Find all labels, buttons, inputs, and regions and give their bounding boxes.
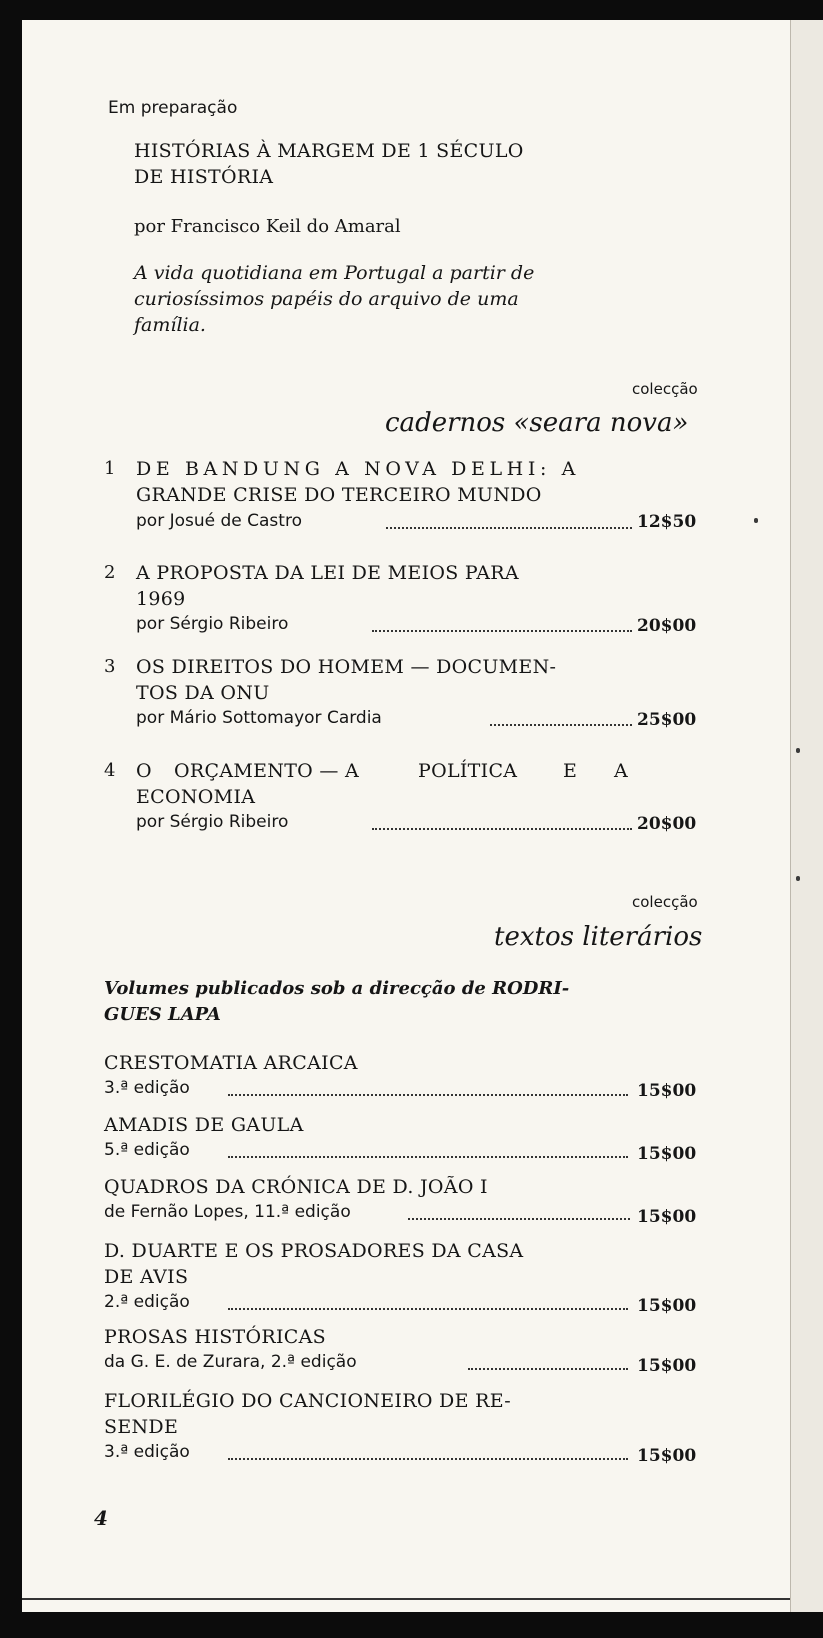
section-label: Em preparação: [108, 98, 238, 118]
item-title: DE BANDUNG A NOVA DELHI: A: [136, 458, 580, 480]
item-number: 2: [104, 562, 116, 583]
page-number: 4: [94, 1506, 108, 1530]
item-number: 4: [104, 760, 116, 781]
book-title: QUADROS DA CRÓNICA DE D. JOÃO I: [104, 1176, 488, 1198]
book-price: 15$00: [637, 1296, 697, 1316]
series-kicker: colecção: [632, 893, 698, 911]
leader-dots: [386, 527, 632, 529]
book-title: PROSAS HISTÓRICAS: [104, 1326, 326, 1348]
leader-dots: [228, 1308, 628, 1310]
series-title: cadernos «seara nova»: [385, 408, 689, 438]
item-price: 20$00: [637, 814, 697, 834]
item-author: por Josué de Castro: [136, 511, 302, 531]
print-speck: [796, 748, 800, 753]
item-price: 25$00: [637, 710, 697, 730]
item-title: OS DIREITOS DO HOMEM — DOCUMEN-: [136, 656, 557, 678]
book-detail: 5.ª edição: [104, 1140, 190, 1160]
book-price: 15$00: [637, 1446, 697, 1466]
item-number: 1: [104, 458, 116, 479]
leader-dots: [228, 1458, 628, 1460]
bottom-rule: [22, 1598, 790, 1600]
page-edge: [790, 20, 823, 1612]
item-title: POLÍTICA: [418, 760, 518, 782]
book-title: HISTÓRIAS À MARGEM DE 1 SÉCULO: [134, 140, 524, 162]
book-title: CRESTOMATIA ARCAICA: [104, 1052, 358, 1074]
book-description: curiosíssimos papéis do arquivo de uma: [134, 288, 519, 310]
leader-dots: [408, 1218, 630, 1220]
leader-dots: [228, 1094, 628, 1096]
item-title: GRANDE CRISE DO TERCEIRO MUNDO: [136, 484, 542, 506]
item-title: TOS DA ONU: [136, 682, 270, 704]
book-description: A vida quotidiana em Portugal a partir de: [134, 262, 535, 284]
series-title: textos literários: [494, 922, 703, 952]
book-price: 15$00: [637, 1144, 697, 1164]
book-detail: da G. E. de Zurara, 2.ª edição: [104, 1352, 357, 1372]
book-detail: de Fernão Lopes, 11.ª edição: [104, 1202, 351, 1222]
book-title: AMADIS DE GAULA: [104, 1114, 304, 1136]
item-author: por Sérgio Ribeiro: [136, 812, 289, 832]
series-kicker: colecção: [632, 380, 698, 398]
item-title: 1969: [136, 588, 186, 610]
item-title: ECONOMIA: [136, 786, 256, 808]
print-speck: [796, 876, 800, 881]
book-title: FLORILÉGIO DO CANCIONEIRO DE RE-: [104, 1390, 511, 1412]
book-price: 15$00: [637, 1081, 697, 1101]
leader-dots: [372, 828, 632, 830]
book-title: DE HISTÓRIA: [134, 166, 274, 188]
book-title: DE AVIS: [104, 1266, 189, 1288]
item-number: 3: [104, 656, 116, 677]
book-author: por Francisco Keil do Amaral: [134, 216, 401, 237]
item-title: O: [136, 760, 152, 782]
item-title: A: [614, 760, 629, 782]
leader-dots: [468, 1368, 628, 1370]
book-detail: 2.ª edição: [104, 1292, 190, 1312]
series-intro: GUES LAPA: [104, 1004, 221, 1025]
series-intro: Volumes publicados sob a direcção de RODRI-: [104, 978, 570, 999]
book-price: 15$00: [637, 1207, 697, 1227]
item-title: A PROPOSTA DA LEI DE MEIOS PARA: [136, 562, 519, 584]
item-title: E: [563, 760, 578, 782]
book-price: 15$00: [637, 1356, 697, 1376]
leader-dots: [372, 630, 632, 632]
item-price: 20$00: [637, 616, 697, 636]
item-author: por Sérgio Ribeiro: [136, 614, 289, 634]
book-detail: 3.ª edição: [104, 1078, 190, 1098]
book-description: família.: [134, 314, 206, 336]
leader-dots: [228, 1156, 628, 1158]
book-detail: 3.ª edição: [104, 1442, 190, 1462]
book-title: SENDE: [104, 1416, 179, 1438]
book-title: D. DUARTE E OS PROSADORES DA CASA: [104, 1240, 524, 1262]
item-title: ORÇAMENTO — A: [174, 760, 360, 782]
item-author: por Mário Sottomayor Cardia: [136, 708, 382, 728]
print-speck: [754, 518, 758, 523]
leader-dots: [490, 724, 632, 726]
item-price: 12$50: [637, 512, 697, 532]
